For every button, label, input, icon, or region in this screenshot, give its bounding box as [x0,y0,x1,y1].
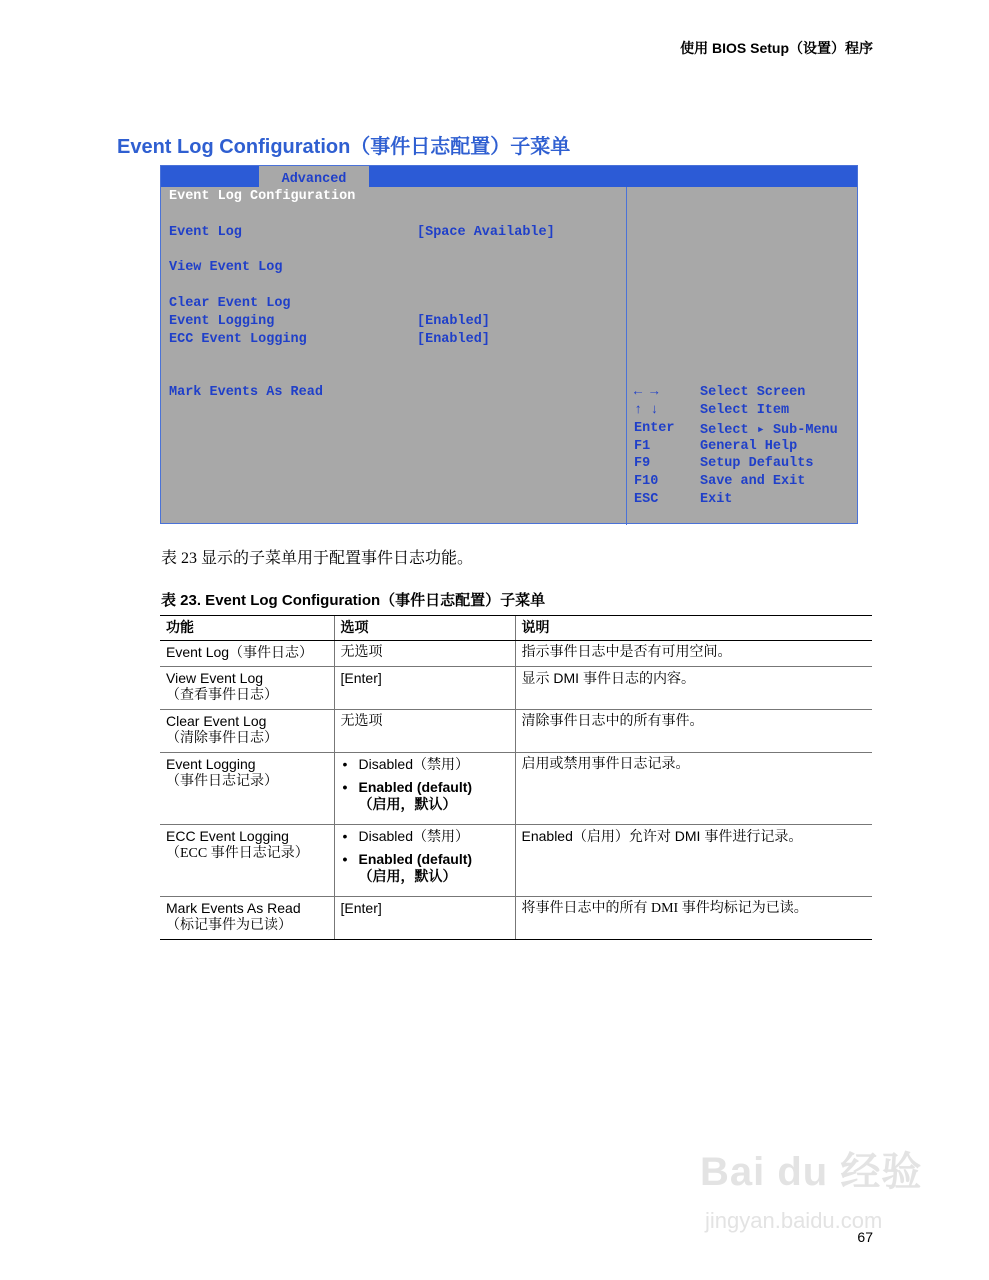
option-list [341,756,509,813]
table-row [160,641,872,667]
key-f10-action: Save and Exit [700,474,806,489]
feature-label: Event Logging [166,756,256,772]
feature-label: View Event Log [166,670,264,686]
feature-label: Mark Events As Read [166,900,301,916]
option-enabled-sublabel: （启用，默认） [358,796,457,812]
submenu-table [160,615,872,940]
option-cell [334,825,515,897]
feature-label: Event Log（事件日志） [166,644,314,660]
table-row [160,825,872,897]
key-f10: F10 [634,474,659,489]
feature-sublabel: （标记事件为已读） [166,918,292,933]
key-f9-action: Setup Defaults [700,456,814,471]
key-esc: ESC [634,492,659,507]
bios-item-view-event-log[interactable]: View Event Log [169,260,283,275]
feature-cell [160,641,334,667]
option-enabled-sublabel: （启用，默认） [358,868,457,884]
description-cell: Enabled（启用）允许对 DMI 事件进行记录。 [515,825,872,897]
table-row [160,710,872,753]
option-disabled: • Disabled（禁用） [341,756,509,773]
feature-label: Clear Event Log [166,713,267,729]
key-left-right-action: Select Screen [700,385,806,400]
feature-cell [160,753,334,825]
key-f1: F1 [634,439,651,454]
feature-label: ECC Event Logging [166,828,289,844]
running-header: 使用 BIOS Setup（设置）程序 [680,40,873,56]
option-enabled-label: Enabled (default) [358,779,473,795]
feature-cell [160,897,334,940]
watermark-url: jingyan.baidu.com [705,1208,883,1233]
feature-sublabel: （查看事件日志） [166,688,278,703]
table-row [160,667,872,710]
feature-sublabel: （ECC 事件日志记录） [166,846,309,861]
option-cell: [Enter] [334,897,515,940]
option-enabled-default [341,851,509,885]
header-description: 说明 [515,616,872,641]
key-up-down: ↑ ↓ [634,403,659,418]
bios-screen [160,165,858,524]
description-cell: 清除事件日志中的所有事件。 [515,710,872,753]
bios-item-mark-events-read[interactable]: Mark Events As Read [169,385,323,400]
bios-value-event-log: [Space Available] [417,225,555,240]
feature-sublabel: （事件日志记录） [166,774,278,789]
bios-divider [626,187,627,525]
option-cell: 无选项 [334,641,515,667]
page-number: 67 [857,1229,873,1245]
option-list [341,828,509,885]
bios-item-event-log[interactable]: Event Log [169,225,242,240]
bios-tab-advanced[interactable]: Advanced [259,166,369,187]
table-header-row [160,616,872,641]
table-row [160,897,872,940]
bios-item-event-logging[interactable]: Event Logging [169,314,275,329]
bios-screen-title: Event Log Configuration [169,189,356,204]
caption: 表 23 显示的子菜单用于配置事件日志功能。 [161,550,474,567]
feature-cell [160,710,334,753]
bios-item-ecc-event-logging[interactable]: ECC Event Logging [169,332,307,347]
header-option: 选项 [334,616,515,641]
feature-cell [160,825,334,897]
bios-value-event-logging: [Enabled] [417,314,490,329]
feature-cell [160,667,334,710]
table-row [160,753,872,825]
watermark-logo: Bai du 经验 [700,1150,923,1194]
key-enter-action: Select ▸ Sub-Menu [700,423,838,438]
option-cell: 无选项 [334,710,515,753]
bios-value-ecc-event-logging: [Enabled] [417,332,490,347]
option-cell [334,753,515,825]
description-cell: 将事件日志中的所有 DMI 事件均标记为已读。 [515,897,872,940]
option-enabled-label: Enabled (default) [358,851,473,867]
key-f9: F9 [634,456,651,471]
section-title: Event Log Configuration（事件日志配置）子菜单 [117,136,571,158]
table-title: 表 23. Event Log Configuration（事件日志配置）子菜单 [161,592,546,609]
feature-sublabel: （清除事件日志） [166,731,278,746]
header-feature: 功能 [160,616,334,641]
description-cell: 指示事件日志中是否有可用空间。 [515,641,872,667]
key-up-down-action: Select Item [700,403,790,418]
option-disabled: • Disabled（禁用） [341,828,509,845]
option-enabled-default [341,779,509,813]
key-f1-action: General Help [700,439,798,454]
bios-item-clear-event-log[interactable]: Clear Event Log [169,296,291,311]
description-cell: 显示 DMI 事件日志的内容。 [515,667,872,710]
description-cell: 启用或禁用事件日志记录。 [515,753,872,825]
option-cell: [Enter] [334,667,515,710]
key-enter: Enter [634,421,675,436]
key-left-right: ← → [634,385,659,400]
key-esc-action: Exit [700,492,733,507]
